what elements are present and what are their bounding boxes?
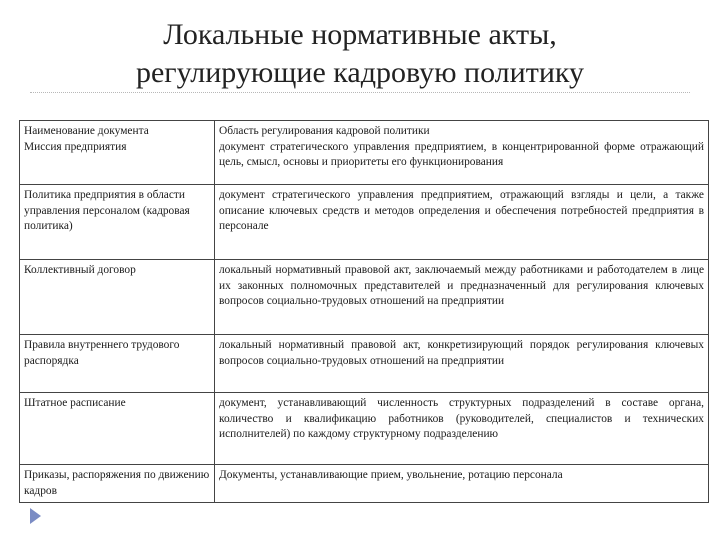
header-cell-document — [20, 121, 215, 185]
cell-document-name: Правила внутреннего трудового распорядка — [20, 335, 215, 393]
table-header-row — [20, 121, 709, 185]
cell-document-scope: Документы, устанавливающие прием, увольнение, ротацию персонала — [215, 465, 709, 503]
cell-document-name: Штатное расписание — [20, 393, 215, 465]
triangle-arrow-icon[interactable] — [30, 508, 41, 524]
page-title-line-2: регулирующие кадровую политику — [135, 56, 585, 89]
table-row — [20, 335, 709, 393]
cell-document-scope: локальный нормативный правовой акт, заключаемый между работниками и работодателем в лице их законных полномочных представителей и предназначенный для регулирования ключевых вопросов социально-трудовых отношений на предприятии — [215, 260, 709, 335]
cell-document-name: Приказы, распоряжения по движению кадров — [20, 465, 215, 503]
table-row — [20, 185, 709, 260]
column-header-document: Наименование документа — [24, 125, 149, 137]
cell-document-scope: документ стратегического управления предприятием, отражающий взгляды и цели, а также описание ключевых средств и методов определения и обеспечения потребностей предприятия в персонале — [215, 185, 709, 260]
page-title-line-1: Локальные нормативные акты, — [163, 18, 557, 51]
table-row — [20, 260, 709, 335]
header-cell-scope — [215, 121, 709, 185]
column-header-scope: Область регулирования кадровой политики — [219, 125, 430, 137]
title-divider — [30, 92, 690, 93]
cell-document-scope: локальный нормативный правовой акт, конкретизирующий порядок регулирования ключевых вопросов социально-трудовых отношений на предприятии — [215, 335, 709, 393]
table-row — [20, 465, 709, 503]
cell-mission-scope: документ стратегического управления предприятием, в концентрированной форме отражающий цель, смысл, основы и приоритеты его функционирования — [219, 140, 704, 168]
acts-table — [19, 120, 709, 503]
cell-document-name: Политика предприятия в области управления персоналом (кадровая политика) — [20, 185, 215, 260]
cell-document-name: Коллективный договор — [20, 260, 215, 335]
table-row — [20, 393, 709, 465]
cell-document-scope: документ, устанавливающий численность структурных подразделений в составе органа, количество и квалификацию работников (руководителей, специалистов и технических исполнителей) по каждому структурному подразделению — [215, 393, 709, 465]
cell-mission-name: Миссия предприятия — [24, 140, 127, 153]
page-title — [0, 16, 720, 92]
